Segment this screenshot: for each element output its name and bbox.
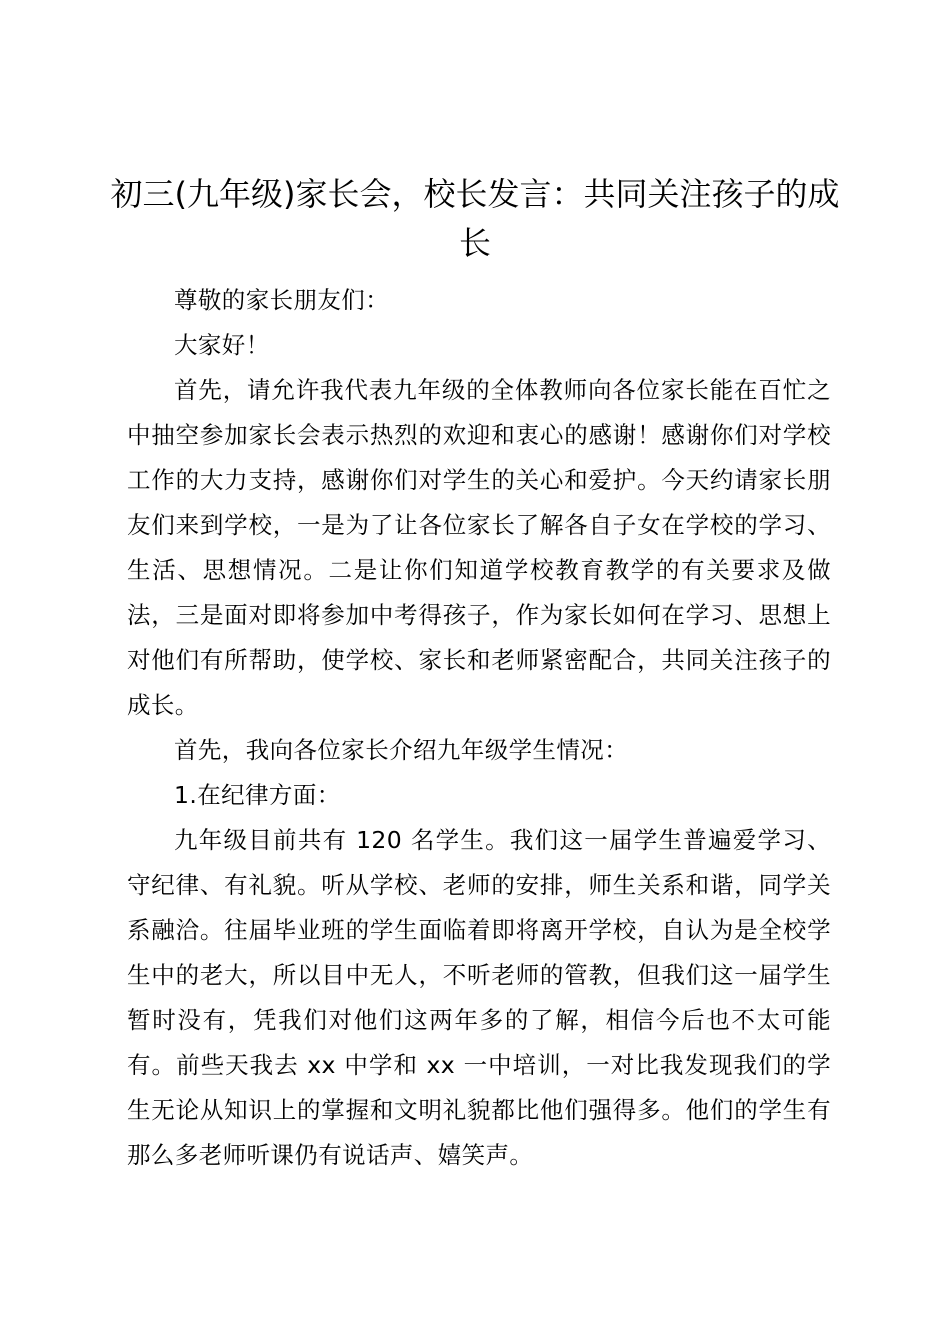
greeting-paragraph: 大家好！ xyxy=(174,331,270,359)
document-body xyxy=(127,278,831,1178)
welcome-paragraph: 首先，请允许我代表九年级的全体教师向各位家长能在百忙之中抽空参加家长会表示热烈的欢迎和衷心的感谢！感谢你们对学校工作的大力支持，感谢你们对学生的关心和爱护。今天约请家长朋友们来到学校，一是为了让各位家长了解各自子女在学校的学习、生活、思想情况。二是让你们知道学校教育教学的有关要求及做法，三是面对即将参加中考得孩子，作为家长如何在学习、思想上对他们有所帮助，使学校、家长和老师紧密配合，共同关注孩子的成长。 xyxy=(127,376,831,719)
discipline-paragraph: 九年级目前共有 120 名学生。我们这一届学生普遍爱学习、守纪律、有礼貌。听从学校、老师的安排，师生关系和谐，同学关系融洽。往届毕业班的学生面临着即将离开学校，自认为是全校学生中的老大，所以目中无人，不听老师的管教，但我们这一届学生暂时没有，凭我们对他们这两年多的了解，相信今后也不太可能有。前些天我去 xx 中学和 xx 一中培训，一对比我发现我们的学生无论从知识上的掌握和文明礼貌都比他们强得多。他们的学生有那么多老师听课仍有说话声、嬉笑声。 xyxy=(127,826,831,1169)
salutation-paragraph: 尊敬的家长朋友们： xyxy=(174,286,390,314)
document-title: 初三(九年级)家长会，校长发言：共同关注孩子的成长 xyxy=(110,175,840,262)
section-heading-discipline: 1.在纪律方面： xyxy=(174,781,341,809)
intro-paragraph: 首先，我向各位家长介绍九年级学生情况： xyxy=(174,736,629,764)
